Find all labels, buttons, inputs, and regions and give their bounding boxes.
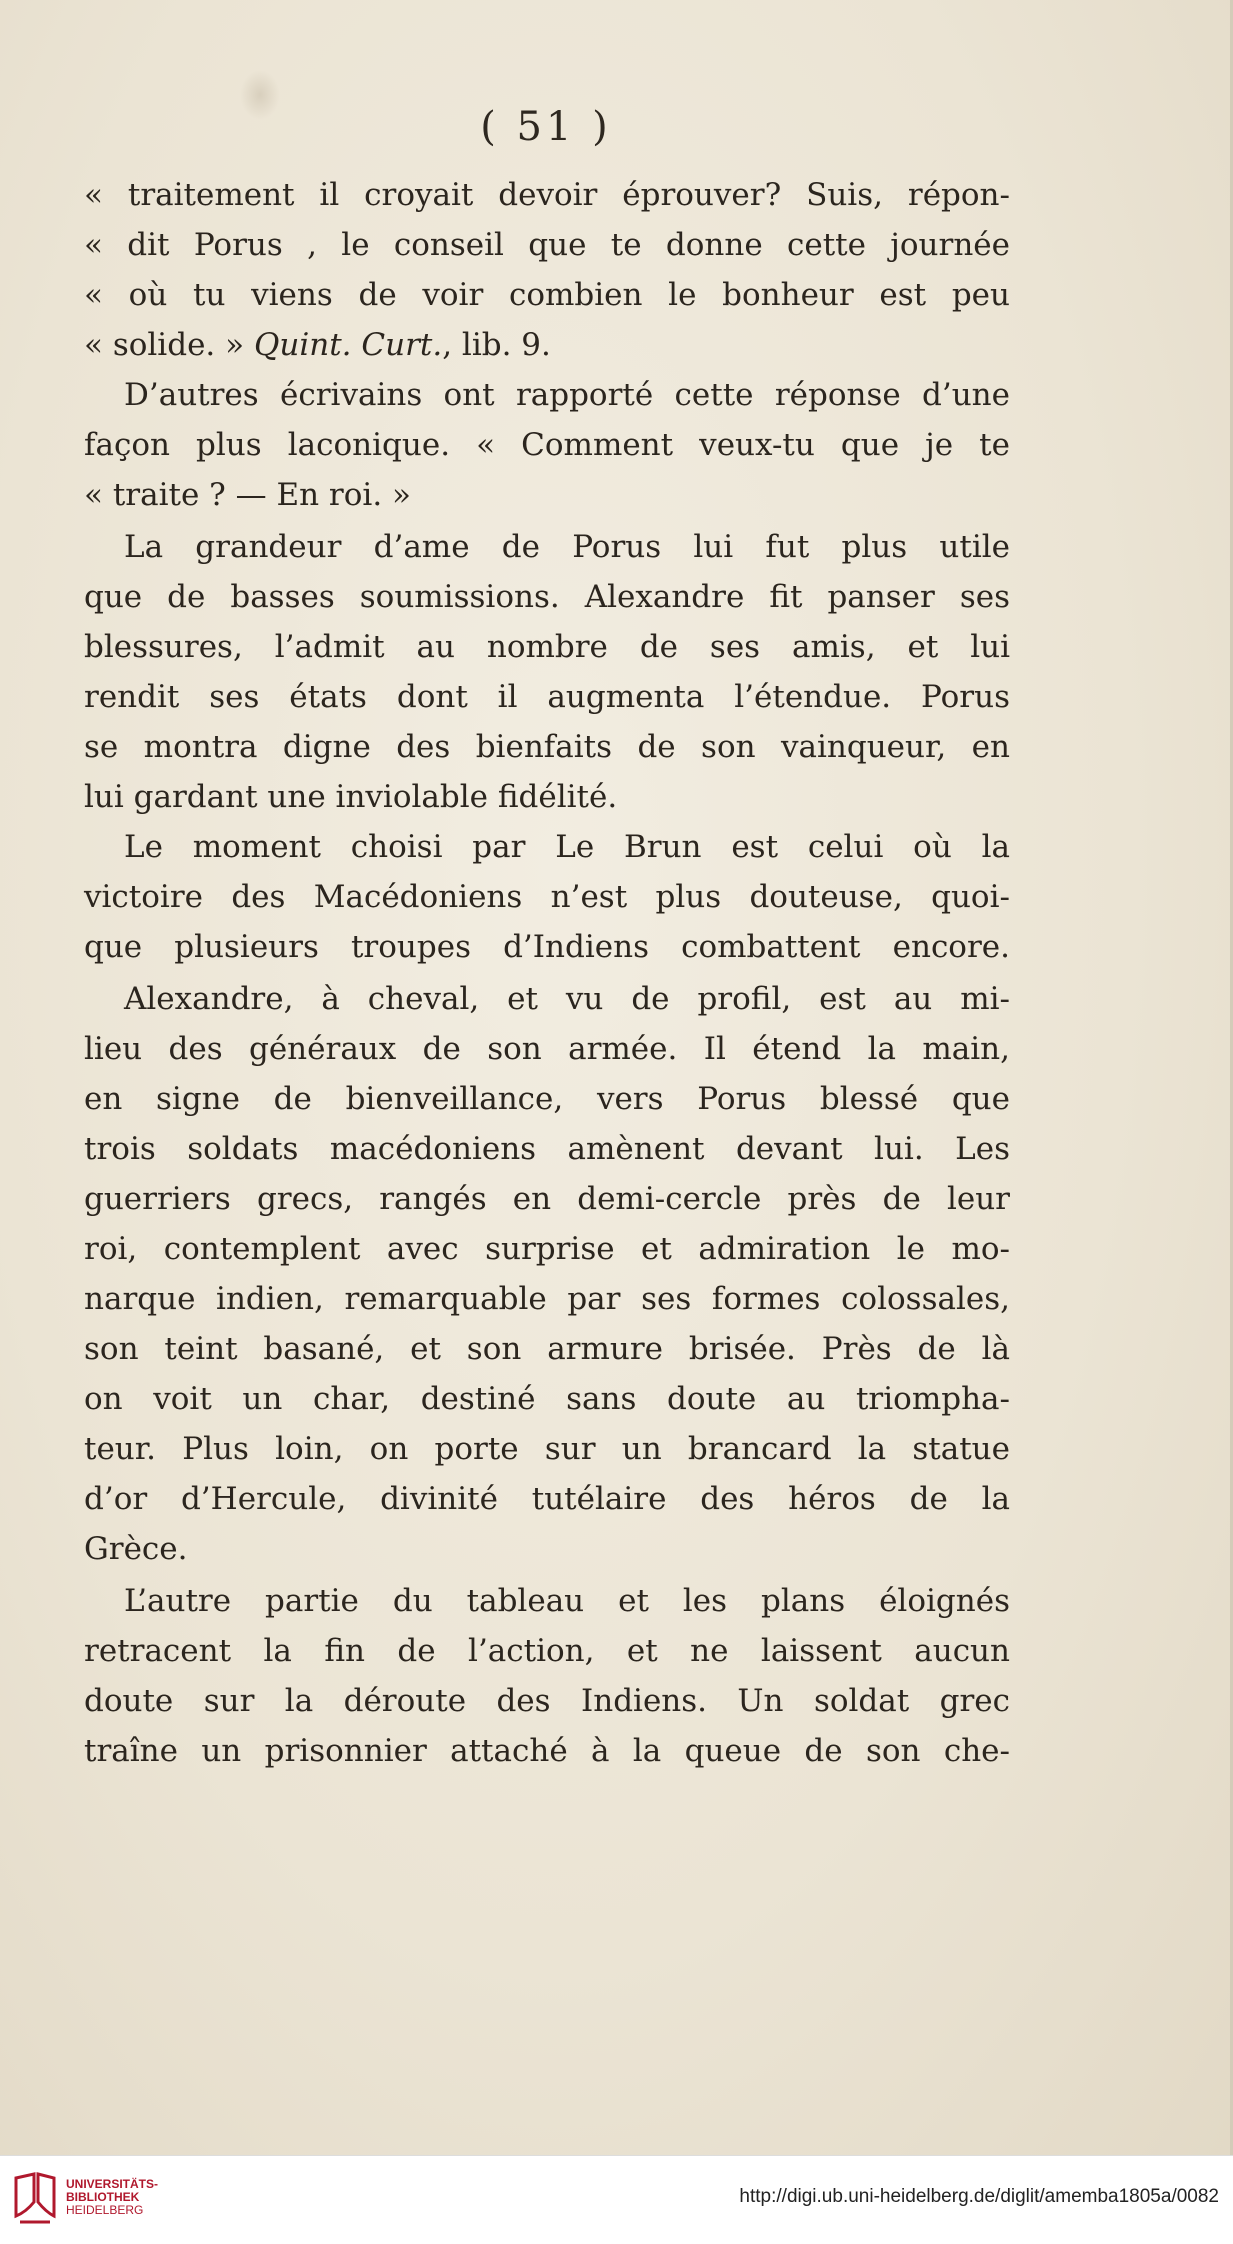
text-line: narque indien, remarquable par ses formes colossales, — [84, 1281, 1010, 1317]
text-line: Alexandre, à cheval, et vu de profil, est au mi- — [124, 981, 1010, 1017]
text-line: lieu des généraux de son armée. Il étend la main, — [84, 1031, 1010, 1067]
text-line: La grandeur d’ame de Porus lui fut plus utile — [124, 529, 1010, 565]
text-line: doute sur la déroute des Indiens. Un soldat grec — [84, 1683, 1010, 1719]
page-number: ( 51 ) — [480, 104, 612, 150]
text-line: son teint basané, et son armure brisée. Près de là — [84, 1331, 1010, 1367]
page-smudge — [240, 70, 280, 120]
permalink-url[interactable]: http://digi.ub.uni-heidelberg.de/diglit/amemba1805a/0082 — [739, 2186, 1219, 2207]
text-line: Grèce. — [84, 1531, 188, 1567]
text-line: teur. Plus loin, on porte sur un brancard la statue — [84, 1431, 1010, 1467]
text-line: traîne un prisonnier attaché à la queue de son che- — [84, 1733, 1010, 1769]
text-line: trois soldats macédoniens amènent devant lui. Les — [84, 1131, 1010, 1167]
text-line: se montra digne des bienfaits de son vainqueur, en — [84, 729, 1010, 765]
citation-suffix: , lib. 9. — [442, 327, 551, 363]
text-line: blessures, l’admit au nombre de ses amis, et lui — [84, 629, 1010, 665]
text-line: roi, contemplent avec surprise et admiration le mo- — [84, 1231, 1010, 1267]
text-line: retracent la fin de l’action, et ne laissent aucun — [84, 1633, 1010, 1669]
text-line: lui gardant une inviolable fidélité. — [84, 779, 618, 815]
text-line-citation — [84, 320, 551, 370]
text-line: que plusieurs troupes d’Indiens combattent encore. — [84, 929, 1010, 965]
text-line: « où tu viens de voir combien le bonheur est peu — [84, 277, 1010, 313]
text-line: « traite ? — En roi. » — [84, 477, 411, 513]
citation-source: Quint. Curt. — [253, 327, 443, 363]
text-line: Le moment choisi par Le Brun est celui où la — [124, 829, 1010, 865]
text-line: L’autre partie du tableau et les plans éloignés — [124, 1583, 1010, 1619]
text-line: guerriers grecs, rangés en demi-cercle près de leur — [84, 1181, 1010, 1217]
library-name — [66, 2178, 158, 2217]
library-name-line: UNIVERSITÄTS- — [66, 2177, 159, 2191]
text-line: d’or d’Hercule, divinité tutélaire des héros de la — [84, 1481, 1010, 1517]
text-line: « dit Porus , le conseil que te donne cette journée — [84, 227, 1010, 263]
text-line: victoire des Macédoniens n’est plus douteuse, quoi- — [84, 879, 1010, 915]
library-name-line: BIBLIOTHEK — [66, 2190, 140, 2204]
text-line: en signe de bienveillance, vers Porus blessé que — [84, 1081, 1010, 1117]
text-line: « traitement il croyait devoir éprouver? Suis, répon- — [84, 177, 1010, 213]
text-line: rendit ses états dont il augmenta l’étendue. Porus — [84, 679, 1010, 715]
citation-prefix: « solide. » — [84, 327, 254, 363]
university-library-logo-icon — [12, 2172, 58, 2228]
text-line: que de basses soumissions. Alexandre fit panser ses — [84, 579, 1010, 615]
text-line: on voit un char, destiné sans doute au triompha- — [84, 1381, 1010, 1417]
text-line: façon plus laconique. « Comment veux-tu que je te — [84, 427, 1010, 463]
text-line: D’autres écrivains ont rapporté cette réponse d’une — [124, 377, 1010, 413]
footer-bar — [0, 2155, 1233, 2244]
library-name-line: HEIDELBERG — [66, 2203, 144, 2217]
